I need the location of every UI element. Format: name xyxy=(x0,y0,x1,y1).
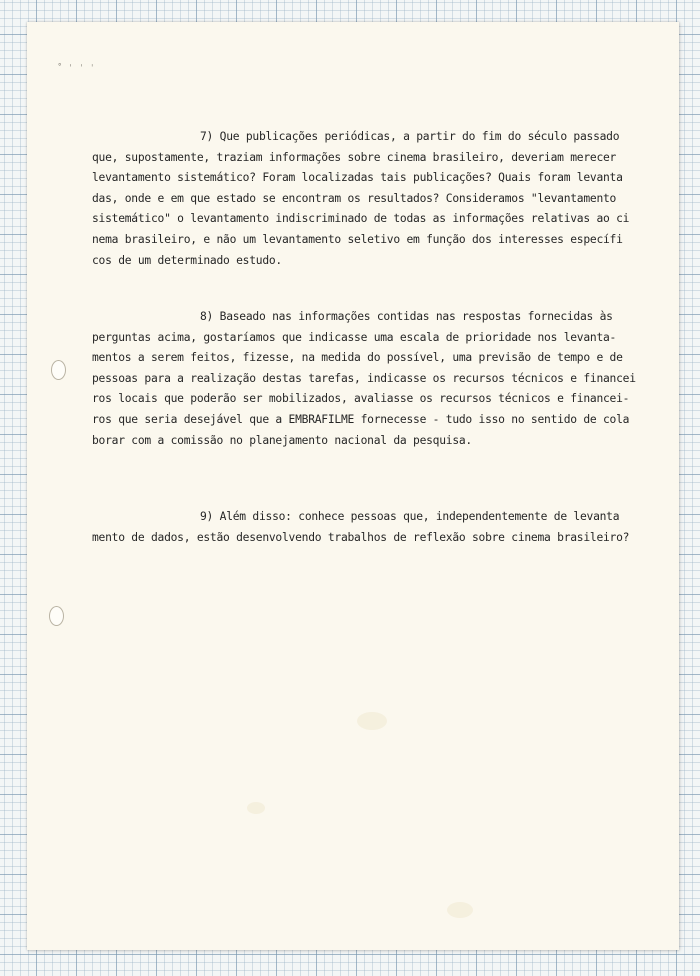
text-line: 8) Baseado nas informações contidas nas respostas fornecidas às xyxy=(200,310,613,323)
text-line: cos de um determinado estudo. xyxy=(92,253,282,267)
paragraph-7 xyxy=(92,127,664,271)
text-line: levantamento sistemático? Foram localizadas tais publicações? Quais foram levanta xyxy=(92,171,623,185)
punch-hole-bottom xyxy=(49,606,64,626)
paper-stain xyxy=(247,802,265,814)
text-line: das, onde e em que estado se encontram os resultados? Consideramos "levantamento xyxy=(92,191,617,205)
text-line: nema brasileiro, e não um levantamento seletivo em função dos interesses específi xyxy=(92,232,623,246)
text-line: borar com a comissão no planejamento nacional da pesquisa. xyxy=(92,433,472,447)
paper-sheet xyxy=(27,22,679,950)
text-line: pessoas para a realização destas tarefas, indicasse os recursos técnicos e financei xyxy=(92,371,636,385)
paper-stain xyxy=(357,712,387,730)
text-line: mentos a serem feitos, fizesse, na medida do possível, uma previsão de tempo e de xyxy=(92,351,623,365)
paper-stain xyxy=(447,902,473,918)
text-line: ros que seria desejável que a EMBRAFILME fornecesse - tudo isso no sentido de cola xyxy=(92,412,630,426)
text-line: perguntas acima, gostaríamos que indicasse uma escala de prioridade nos levanta- xyxy=(92,330,617,344)
paragraph-8 xyxy=(92,307,664,451)
text-line: sistemático" o levantamento indiscriminado de todas as informações relativas ao ci xyxy=(92,212,630,226)
margin-marks: ˚ ˈ ˈ ˈ xyxy=(57,64,95,74)
text-line: que, supostamente, traziam informações sobre cinema brasileiro, deveriam merecer xyxy=(92,150,617,164)
punch-hole-top xyxy=(51,360,66,380)
text-line: ros locais que poderão ser mobilizados, avaliasse os recursos técnicos e financei- xyxy=(92,392,630,406)
text-line: mento de dados, estão desenvolvendo trabalhos de reflexão sobre cinema brasileiro? xyxy=(92,530,630,544)
text-line: 7) Que publicações periódicas, a partir do fim do século passado xyxy=(200,130,620,143)
paragraph-9 xyxy=(92,507,664,548)
text-line: 9) Além disso: conhece pessoas que, independentemente de levanta xyxy=(200,510,620,523)
